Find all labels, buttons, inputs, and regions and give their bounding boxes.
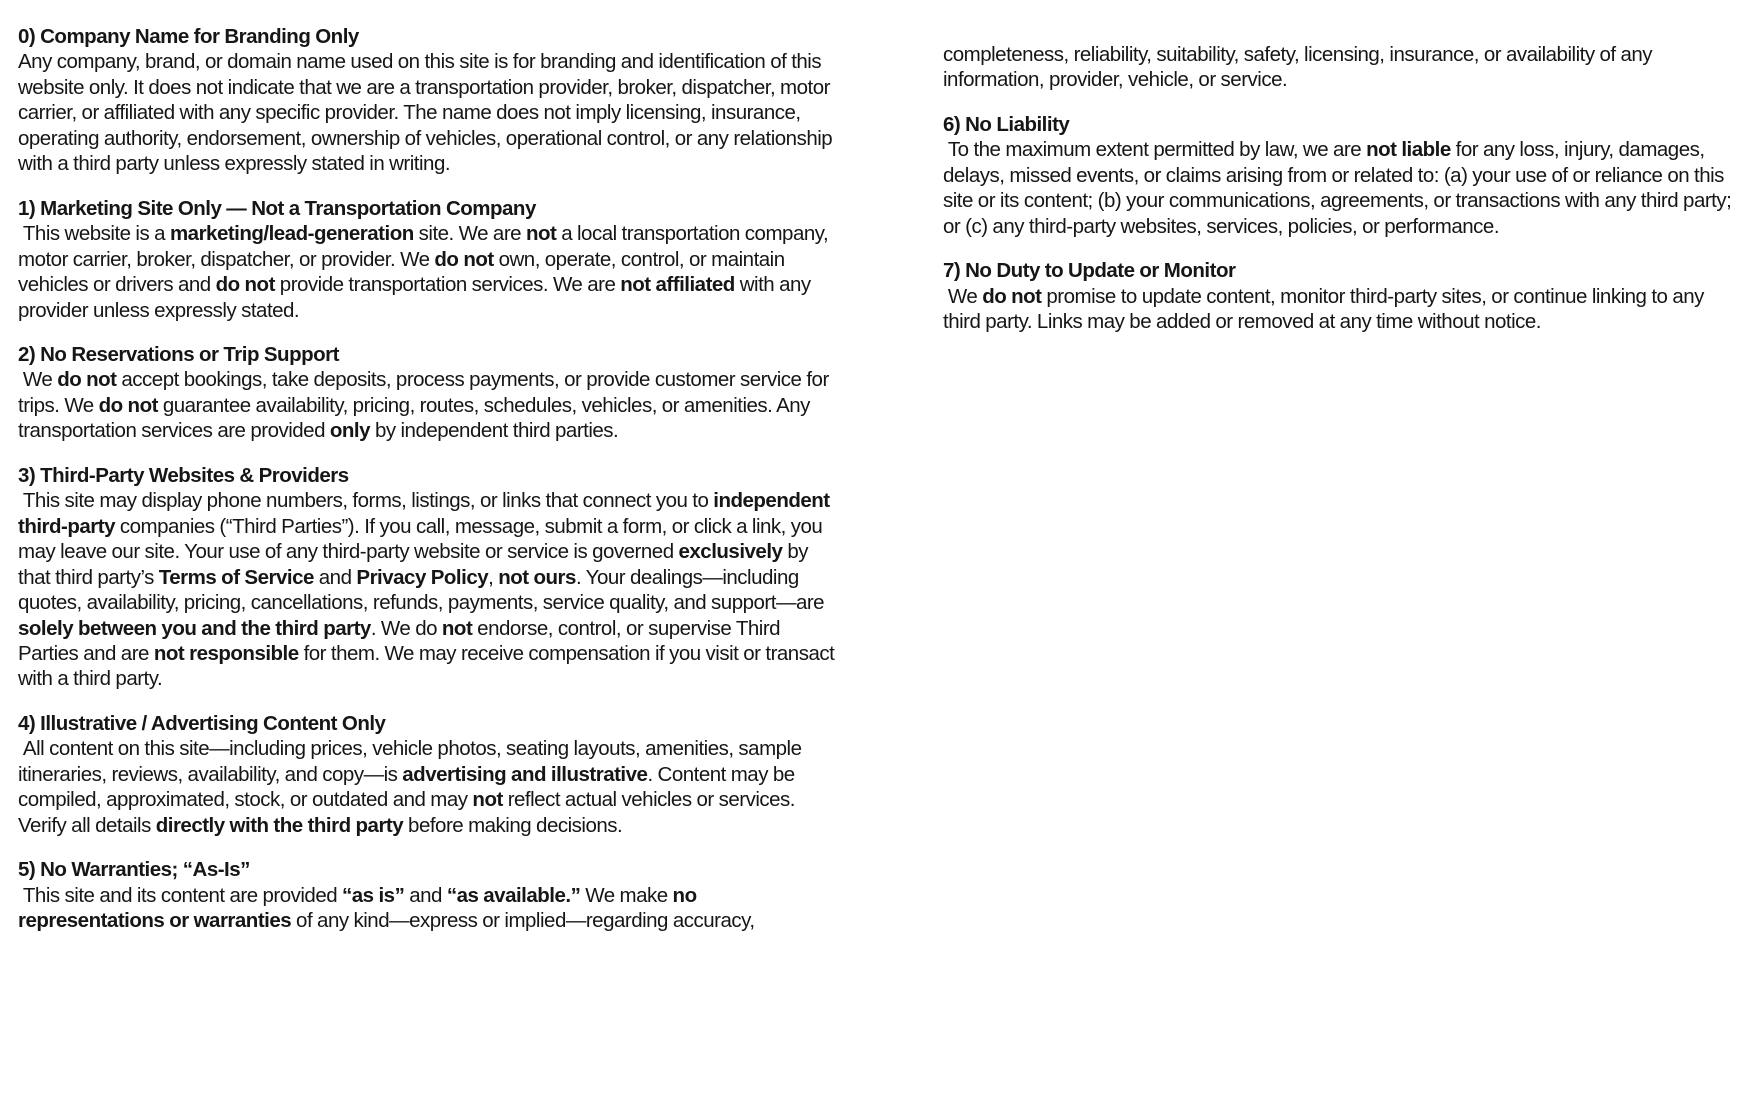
section-paragraph (943, 137, 1743, 239)
section-paragraph (18, 367, 836, 443)
section-heading: 7) No Duty to Update or Monitor (943, 259, 1236, 283)
text-run: This site may display phone numbers, forms, listings, or links that connect you to (18, 489, 714, 513)
text-run: . Your dealings—including quotes, availability, pricing, cancellations, refunds, payments, service quality, and support—are (18, 565, 829, 615)
bold-text-run: not (472, 788, 503, 812)
text-run: endorse, control, or supervise Third Parties and are (18, 616, 785, 665)
text-run: with any provider unless expressly stated. (18, 273, 816, 322)
right-column (943, 42, 1743, 354)
text-run: accept bookings, take deposits, process payments, or provide customer service for trips. We (18, 368, 834, 417)
text-run: , (488, 565, 499, 589)
bold-text-run: do not (434, 247, 494, 271)
text-run: of any kind—express or implied—regarding accuracy, (291, 909, 755, 933)
bold-text-run: do not (57, 368, 117, 392)
text-run: for them. We may receive compensation if you visit or transact with a third party. (18, 641, 840, 691)
bold-text-run: “as is” (342, 883, 405, 907)
text-run: provide transportation services. We are (274, 273, 621, 297)
bold-text-run: do not (215, 273, 275, 297)
continued-paragraph (943, 42, 1743, 93)
section-paragraph (943, 284, 1743, 335)
legal-section (943, 112, 1743, 239)
text-run: by that third party’s (18, 540, 813, 589)
bold-text-run: independent third-party (18, 489, 835, 538)
text-run: This site and its content are provided (18, 883, 343, 907)
text-run: for any loss, injury, damages, delays, missed events, or claims arising from or related to: (a) your use of or reliance on this site or its content; (b) your communications, agreements, or transactions with any third party; or (c) any third-party websites, services, policies, or performance. (943, 138, 1737, 238)
text-run: a local transportation company, motor carrier, broker, dispatcher, or provider. We (18, 222, 834, 271)
bold-text-run: marketing/lead-generation (169, 222, 414, 246)
legal-section (943, 258, 1743, 334)
section-paragraph (18, 488, 840, 692)
bold-text-run: solely between you and the third party (18, 616, 371, 640)
text-run: reflect actual vehicles or services. Verify all details (18, 788, 800, 837)
legal-section (18, 711, 836, 838)
section-heading: 3) Third-Party Websites & Providers (18, 463, 349, 487)
bold-text-run: not liable (1366, 138, 1451, 162)
section-paragraph (18, 221, 836, 323)
left-column (18, 24, 840, 953)
text-run: guarantee availability, pricing, routes, schedules, vehicles, or amenities. Any transportation services are provided (18, 393, 815, 443)
bold-text-run: not (525, 222, 557, 246)
section-heading: 2) No Reservations or Trip Support (18, 342, 339, 366)
text-run: To the maximum extent permitted by law, we are (943, 138, 1367, 162)
text-run: and (313, 565, 357, 589)
text-run: completeness, reliability, suitability, safety, licensing, insurance, or availability of any information, provider, vehicle, or service. (943, 43, 1657, 92)
text-run: companies (“Third Parties”). If you call, message, submit a form, or click a link, you may leave our site. Your use of any third-party website or service is governed (18, 514, 828, 564)
bold-text-run: not (441, 616, 473, 640)
legal-section (18, 857, 836, 933)
text-run: We (943, 284, 983, 308)
section-heading: 4) Illustrative / Advertising Content Only (18, 711, 386, 735)
text-run: Any company, brand, or domain name used on this site is for branding and identification of this website only. It does not indicate that we are a transportation provider, broker, dispatcher, motor carrier, or affiliated with any specific provider. The name does not imply licensing, insurance, operating authority, endorsement, ownership of vehicles, operational control, or any relationship with a third party unless expressly stated in writing. (18, 50, 838, 176)
bold-text-run: Privacy Policy (356, 565, 489, 589)
section-paragraph (18, 883, 836, 934)
text-run: . We do (370, 616, 442, 640)
text-run: We make (580, 883, 673, 907)
bold-text-run: Terms of Service (158, 565, 314, 589)
section-paragraph (18, 736, 836, 838)
text-run: and (404, 883, 447, 907)
bold-text-run: no representations or warranties (18, 883, 702, 933)
text-run: This website is a (18, 222, 170, 246)
legal-section (18, 463, 840, 692)
bold-text-run: exclusively (678, 540, 783, 564)
text-run: before making decisions. (403, 813, 623, 837)
text-run: promise to update content, monitor third-party sites, or continue linking to any third party. Links may be added or removed at any time without notice. (943, 284, 1709, 334)
bold-text-run: directly with the third party (155, 813, 404, 837)
text-run: own, operate, control, or maintain vehicles or drivers and (18, 247, 790, 297)
text-run: by independent third parties. (370, 419, 619, 443)
section-heading: 1) Marketing Site Only — Not a Transportation Company (18, 196, 536, 220)
section-heading: 5) No Warranties; “As-Is” (18, 858, 250, 882)
bold-text-run: only (329, 419, 371, 443)
text-run: . Content may be compiled, approximated, stock, or outdated and may (18, 762, 800, 812)
bold-text-run: “as available.” (446, 883, 581, 907)
bold-text-run: do not (98, 393, 158, 417)
section-paragraph (18, 49, 836, 176)
legal-section (18, 196, 836, 323)
bold-text-run: not ours (498, 565, 576, 589)
legal-section (18, 24, 836, 177)
section-heading: 0) Company Name for Branding Only (18, 25, 359, 48)
bold-text-run: not affiliated (620, 273, 735, 297)
text-run: All content on this site—including prices, vehicle photos, seating layouts, amenities, sample itineraries, reviews, availability, and copy—is (18, 737, 807, 786)
section-heading: 6) No Liability (943, 112, 1070, 136)
text-run: site. We are (413, 222, 526, 246)
text-run: We (18, 368, 58, 392)
legal-section (943, 42, 1743, 93)
legal-section (18, 342, 836, 444)
bold-text-run: advertising and illustrative (402, 762, 648, 786)
bold-text-run: do not (982, 284, 1042, 308)
bold-text-run: not responsible (153, 641, 299, 665)
